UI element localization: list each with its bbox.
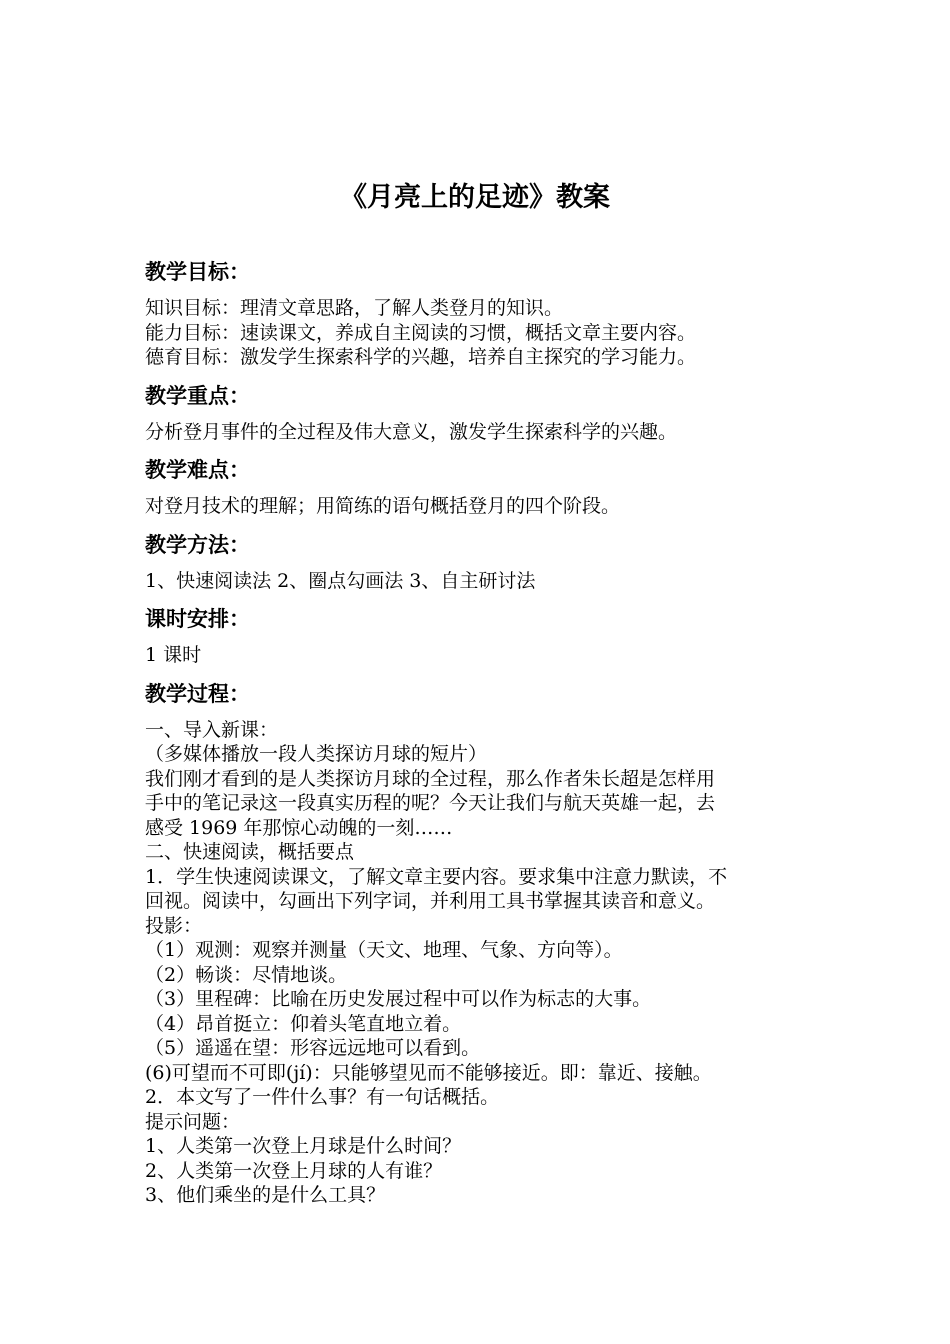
goal-knowledge: 知识目标：理清文章思路，了解人类登月的知识。 [145, 297, 564, 319]
process-line: （4）昂首挺立：仰着头笔直地立着。 [145, 1012, 462, 1035]
goal-ability: 能力目标：速读课文，养成自主阅读的习惯，概括文章主要内容。 [145, 321, 697, 344]
schedule-text: 1 课时 [145, 644, 202, 666]
section-heading-methods: 教学方法： [145, 532, 250, 557]
section-heading-process: 教学过程： [145, 681, 250, 706]
focus-text: 分析登月事件的全过程及伟大意义，激发学生探索科学的兴趣。 [145, 420, 678, 443]
section-teaching-difficulty [145, 452, 825, 519]
process-line: 手中的笔记录这一段真实历程的呢？今天让我们与航天英雄一起，去 [145, 792, 716, 814]
process-line: 二、快速阅读，概括要点 [145, 841, 355, 863]
section-teaching-focus [145, 378, 825, 445]
process-line: 2、人类第一次登上月球的人有谁？ [145, 1159, 443, 1182]
process-line: 回视。阅读中，勾画出下列字词，并利用工具书掌握其读音和意义。 [145, 890, 716, 912]
process-line: 2．本文写了一件什么事？有一句话概括。 [145, 1086, 500, 1108]
process-line: 一、导入新课： [145, 718, 279, 741]
process-line: （1）观测：观察并测量（天文、地理、气象、方向等）。 [145, 939, 623, 961]
process-line: （3）里程碑：比喻在历史发展过程中可以作为标志的大事。 [145, 988, 652, 1010]
process-line: 提示问题： [145, 1110, 241, 1133]
process-line: (6)可望而不可即(jí)：只能够望见而不能够接近。即：靠近、接触。 [145, 1061, 712, 1084]
difficulty-text: 对登月技术的理解；用简练的语句概括登月的四个阶段。 [145, 495, 621, 517]
process-line: 我们刚才看到的是人类探访月球的全过程，那么作者朱长超是怎样用 [145, 767, 716, 790]
methods-text: 1、快速阅读法 2、圈点勾画法 3、自主研讨法 [145, 569, 536, 592]
section-heading-focus: 教学重点： [145, 383, 250, 408]
process-line: 3、他们乘坐的是什么工具？ [145, 1184, 386, 1206]
process-line: 投影： [145, 914, 203, 937]
section-class-schedule [145, 601, 825, 668]
section-heading-schedule: 课时安排： [145, 607, 250, 631]
process-line: 1．学生快速阅读课文，了解文章主要内容。要求集中注意力默读，不 [145, 865, 728, 888]
document-body [145, 254, 825, 1216]
section-teaching-process [145, 676, 825, 1208]
process-line: （2）畅谈：尽情地谈。 [145, 963, 348, 986]
process-line: 1、人类第一次登上月球是什么时间？ [145, 1135, 462, 1157]
section-teaching-goals [145, 254, 825, 370]
process-line: （多媒体播放一段人类探访月球的短片） [145, 743, 488, 765]
section-heading-goals: 教学目标： [145, 260, 250, 284]
section-heading-difficulty: 教学难点： [145, 458, 250, 482]
process-line: （5）遥遥在望：形容远远地可以看到。 [145, 1037, 481, 1059]
goal-moral: 德育目标：激发学生探索科学的兴趣，培养自主探究的学习能力。 [145, 346, 697, 368]
section-teaching-methods [145, 527, 825, 594]
process-line: 感受 1969 年那惊心动魄的一刻…… [145, 816, 453, 839]
page-title: 《月亮上的足迹》教案 [340, 182, 610, 213]
